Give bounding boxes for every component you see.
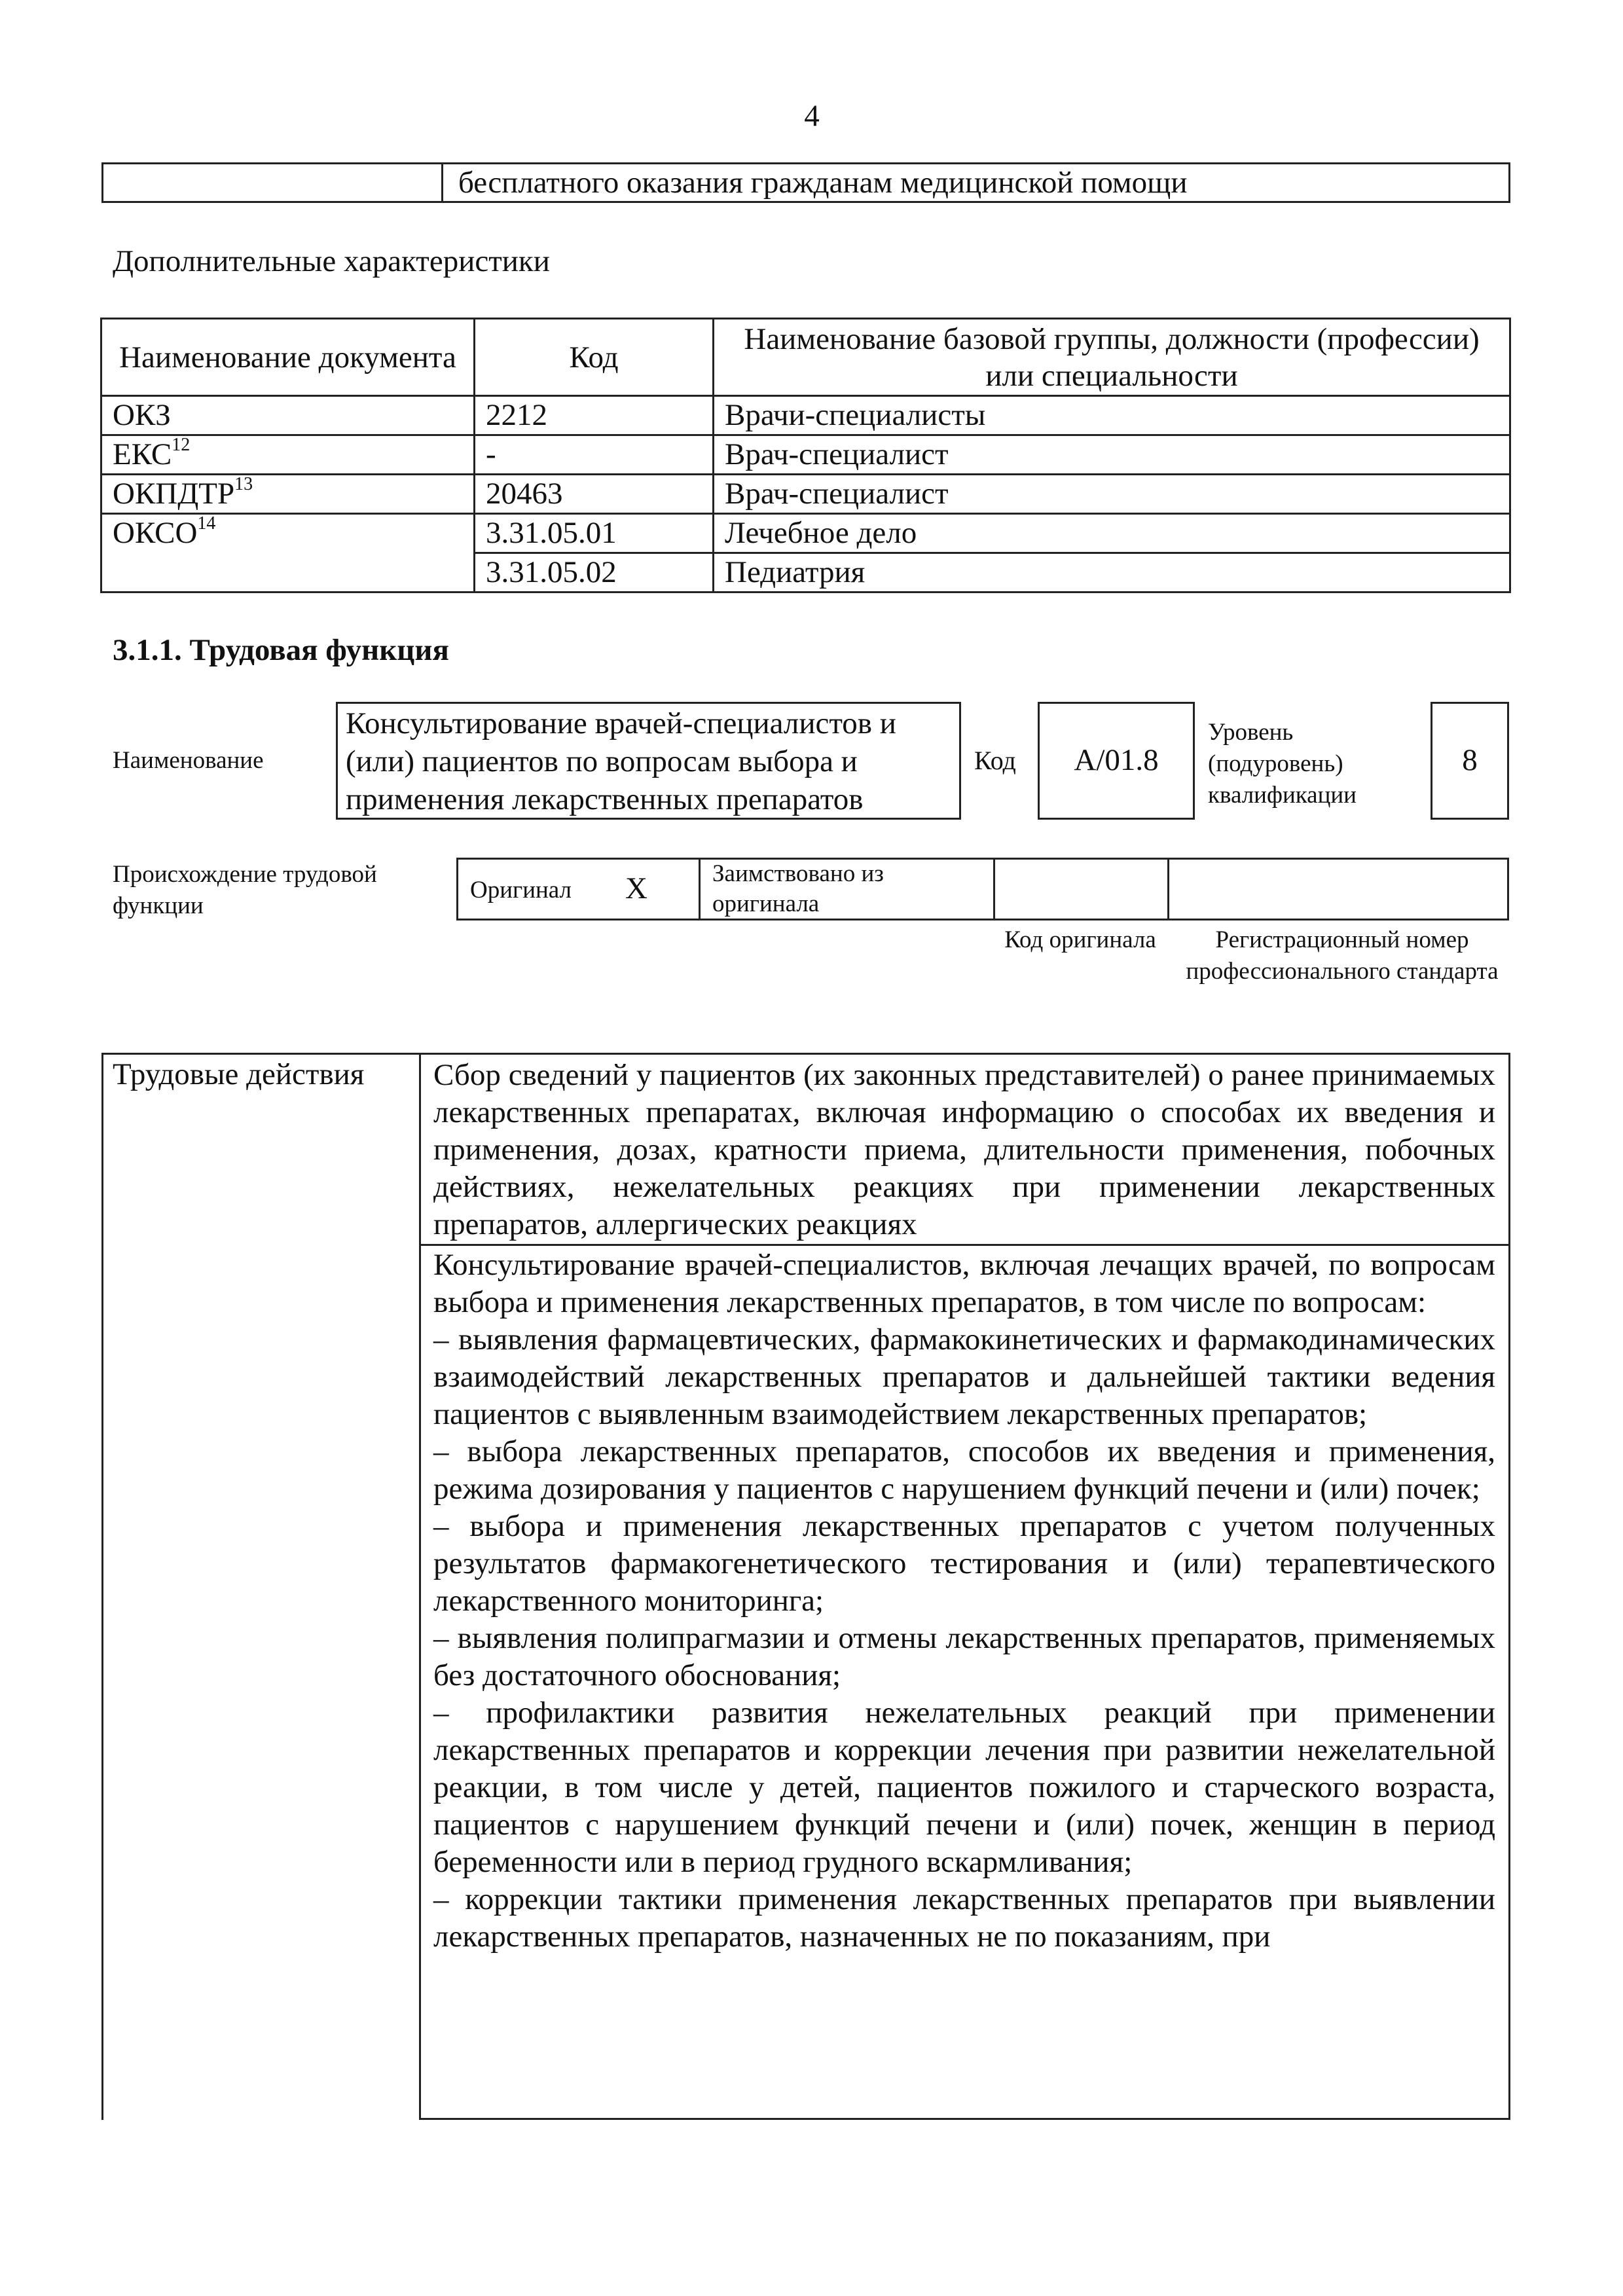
name-cell: Педиатрия — [714, 553, 1510, 592]
origin-label: Происхождение трудовой функции — [113, 861, 377, 919]
name-cell: Врач-специалист — [714, 475, 1510, 514]
list-item: – коррекции тактики применения лекарственных препаратов при выявлении лекарственных препаратов, назначенных не по показаниям, при — [433, 1882, 1495, 1954]
section-heading: 3.1.1. Трудовая функция — [113, 633, 449, 667]
function-code-value: A/01.8 — [1074, 743, 1159, 777]
list-item: – выбора лекарственных препаратов, способов их введения и применения, режима дозирования у пациентов с нарушением функций печени и (или) почек; — [433, 1434, 1495, 1506]
function-name-label: Наименование — [113, 747, 264, 774]
level-label: Уровень (подуровень) квалификации — [1208, 719, 1357, 809]
page-number: 4 — [804, 99, 820, 133]
actions-divider — [419, 1053, 421, 2120]
origin-divider-3 — [1167, 858, 1169, 920]
origin-divider-2 — [993, 858, 995, 920]
header-code: Код — [475, 319, 714, 396]
table-row — [101, 396, 1510, 435]
function-name-value: Консультирование врачей-специалистов и (или) пациентов по вопросам выбора и применения лекарственных препаратов — [346, 706, 896, 816]
level-value: 8 — [1462, 743, 1478, 777]
doc-cell: ОКПДТР$^{13}$ — [101, 475, 475, 514]
borrowed-label: Заимствовано из оригинала — [712, 860, 884, 917]
function-code-label: Код — [974, 746, 1016, 775]
additional-table — [100, 318, 1511, 593]
list-item: – профилактики развития нежелательных реакций при применении лекарственных препаратов и коррекции лечения при развитии нежелательной реакции, в том числе у детей, пациентов пожилого и старческого возраста, пациентов с нарушением функций печени и (или) почек, женщин в период беременности или в период грудного вскармливания; — [433, 1696, 1495, 1879]
code-cell: 2212 — [475, 396, 714, 435]
doc-cell: ЕКС$^{12}$ — [101, 435, 475, 475]
code-original-caption: Код оригинала — [1004, 926, 1156, 953]
name-cell: Врач-специалист — [714, 435, 1510, 475]
name-cell: Врачи-специалисты — [714, 396, 1510, 435]
original-mark: X — [625, 871, 647, 905]
list-item: – выбора и применения лекарственных препаратов с учетом полученных результатов фармакогенетического тестирования и (или) терапевтического лекарственного мониторинга; — [433, 1509, 1495, 1618]
action-item-1: Сбор сведений у пациентов (их законных представителей) о ранее принимаемых лекарственных препаратах, включая информацию о способах их введения и применения, дозах, кратности приема, длительности применения, побочных действиях, нежелательных реакциях при применении лекарственных препаратов, аллергических реакциях — [433, 1058, 1495, 1241]
list-item: – выявления фармацевтических, фармакокинетических и фармакодинамических взаимодействий лекарственных препаратов и дальнейшей тактики ведения пациентов с выявленным взаимодействием лекарственных препаратов; — [433, 1322, 1495, 1431]
registration-caption: Регистрационный номер профессионального стандарта — [1186, 926, 1499, 985]
doc-cell: ОКСО$^{14}$ — [101, 514, 475, 592]
table-row — [101, 514, 1510, 553]
name-cell: Лечебное дело — [714, 514, 1510, 553]
continuation-divider — [441, 162, 443, 203]
table-row — [101, 475, 1510, 514]
code-cell: 20463 — [475, 475, 714, 514]
actions-row-divider — [419, 1244, 1510, 1246]
additional-header-row — [101, 319, 1510, 396]
code-cell: - — [475, 435, 714, 475]
additional-title: Дополнительные характеристики — [113, 244, 550, 278]
code-cell: 3.31.05.01 — [475, 514, 714, 553]
action-item-2 — [433, 1247, 1495, 1956]
table-row — [101, 435, 1510, 475]
continuation-text: бесплатного оказания гражданам медицинской помощи — [458, 166, 1188, 200]
action-item-2-intro: Консультирование врачей-специалистов, включая лечащих врачей, по вопросам выбора и применения лекарственных препаратов, в том числе по вопросам: — [433, 1248, 1495, 1319]
doc-cell: ОКЗ — [101, 396, 475, 435]
header-name: Наименование базовой группы, должности (профессии) или специальности — [714, 319, 1510, 396]
actions-bottom-line — [419, 2118, 1510, 2120]
actions-label: Трудовые действия — [113, 1057, 365, 1091]
header-doc: Наименование документа — [101, 319, 475, 396]
code-cell: 3.31.05.02 — [475, 553, 714, 592]
list-item: – выявления полипрагмазии и отмены лекарственных препаратов, применяемых без достаточного обоснования; — [433, 1621, 1495, 1692]
original-label: Оригинал — [470, 877, 572, 903]
origin-divider-1 — [699, 858, 701, 920]
